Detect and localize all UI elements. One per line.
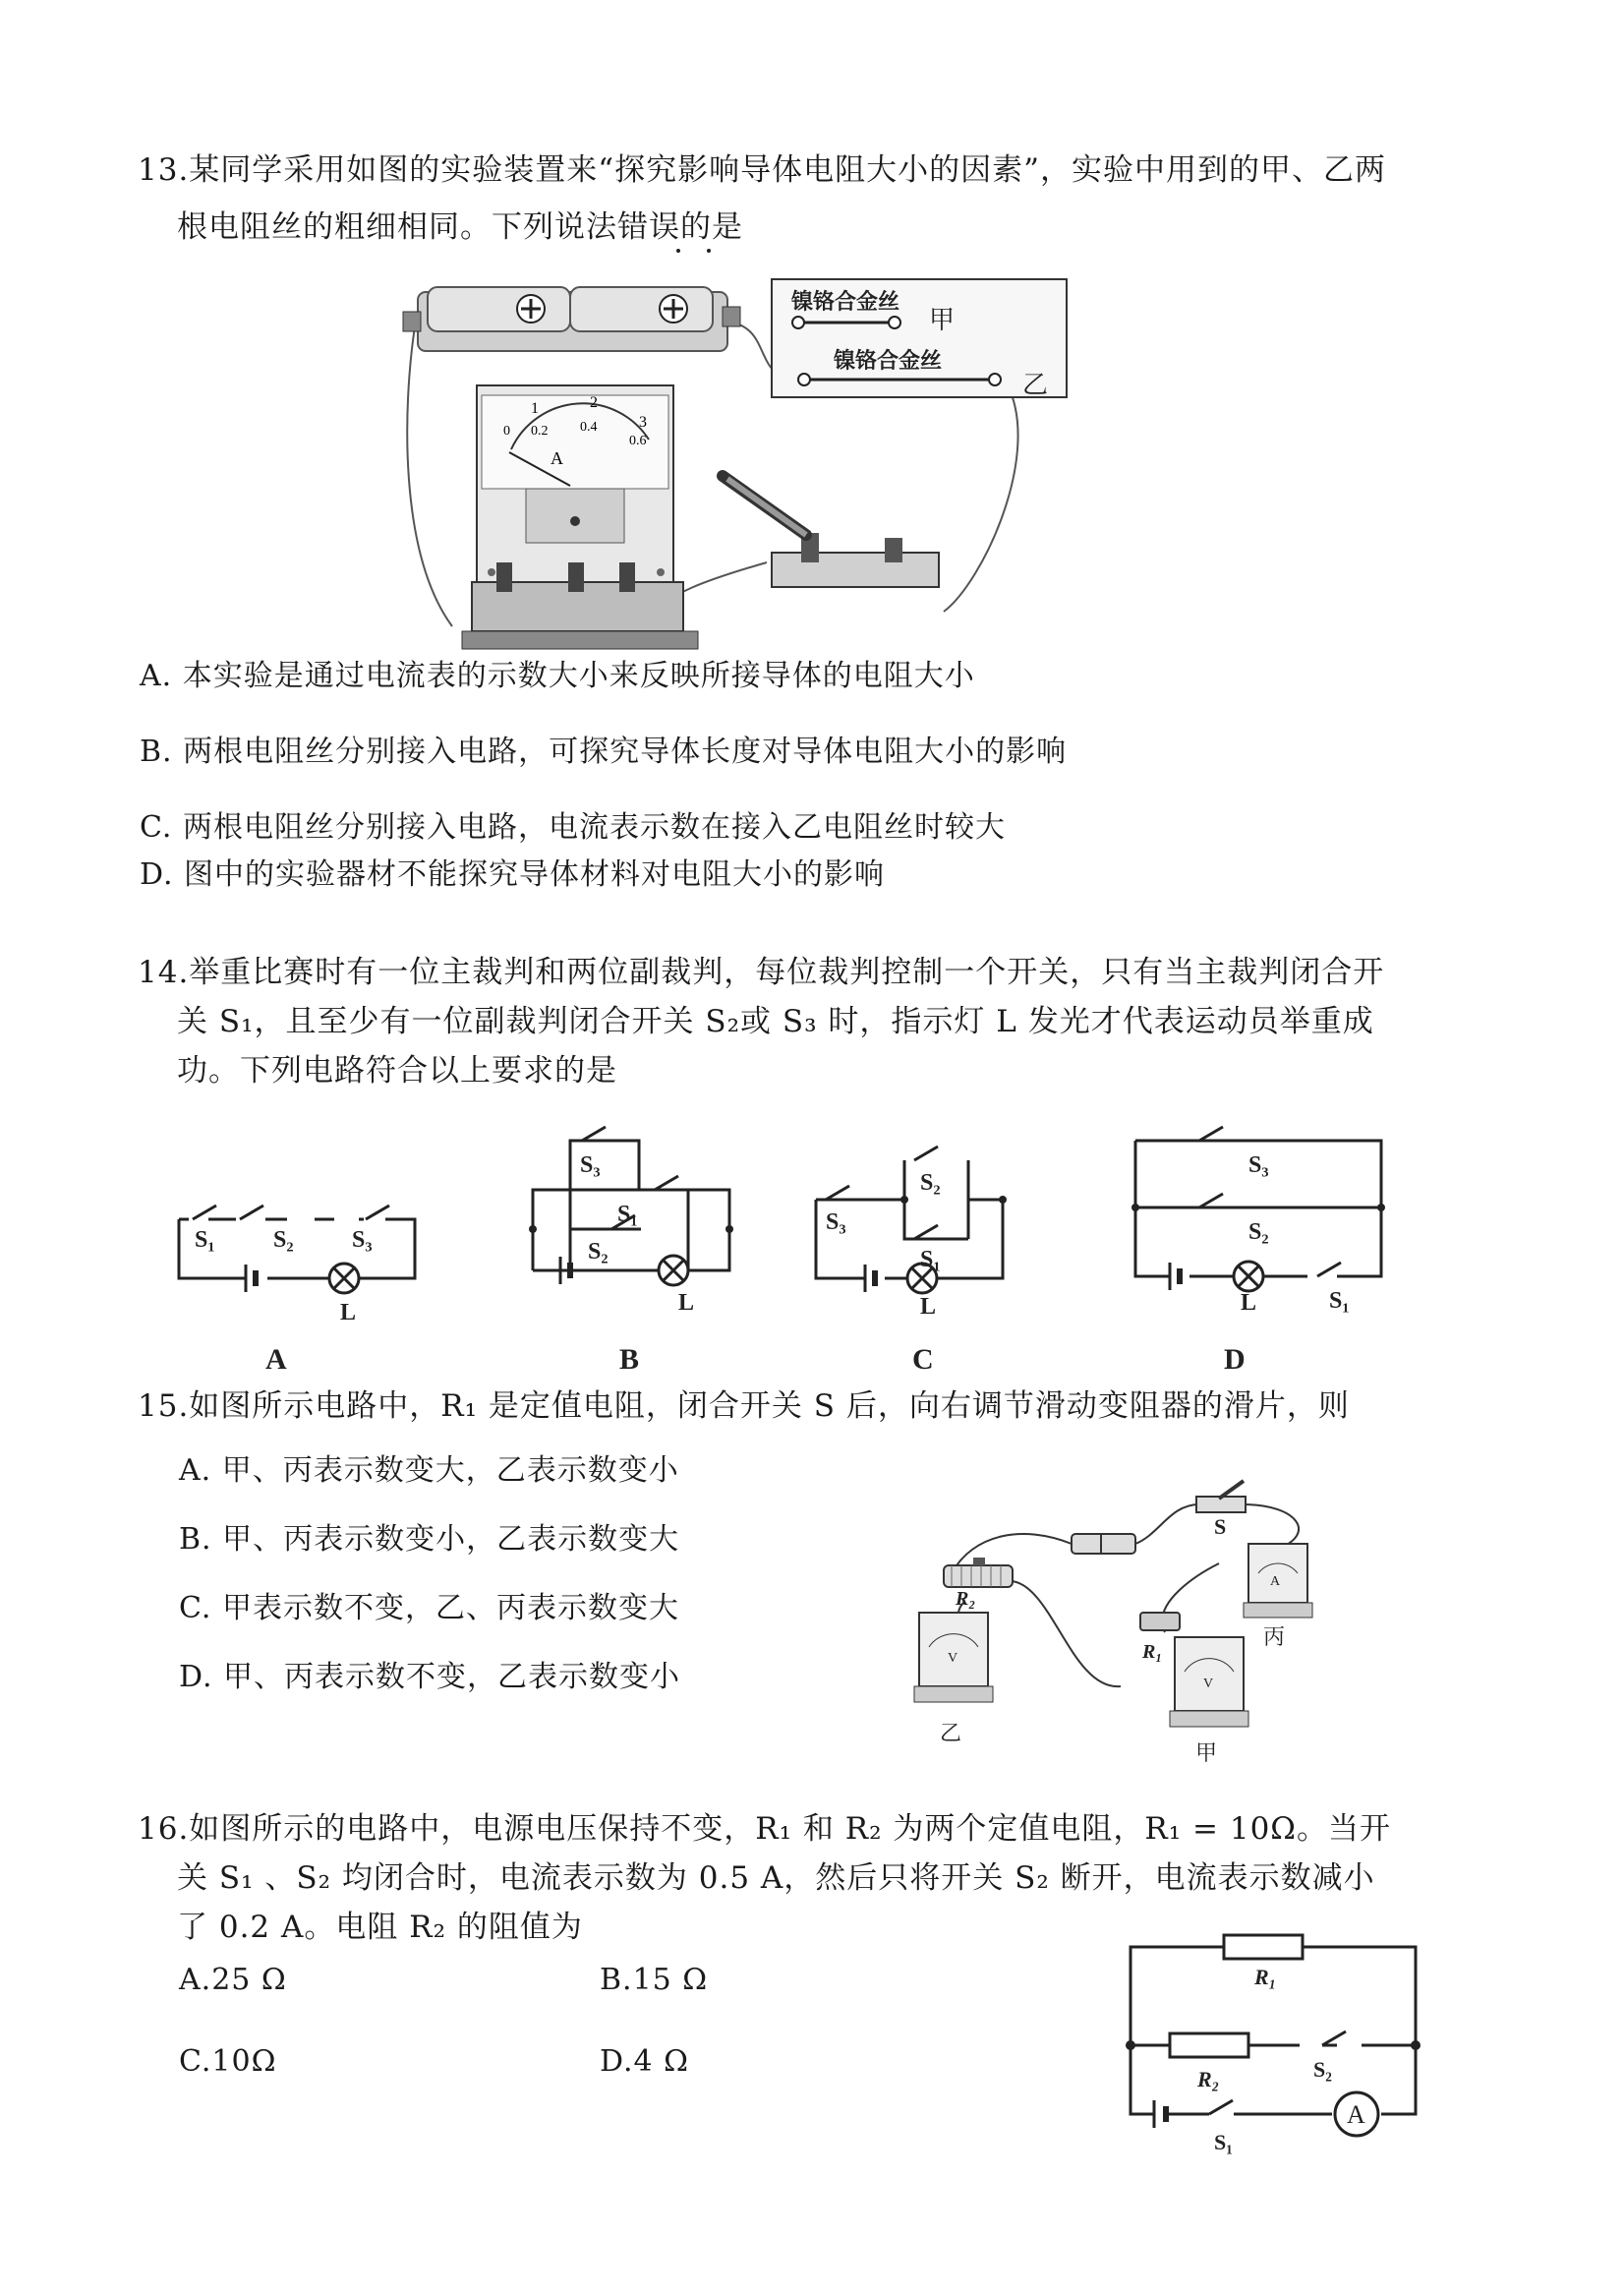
meter-yi bbox=[919, 1613, 988, 1686]
q15-circuit-figure bbox=[904, 1475, 1317, 1770]
resistor-r1 bbox=[1140, 1613, 1180, 1630]
label-s2: S₂ bbox=[273, 1227, 294, 1253]
q15-option-c[interactable]: C. 甲表示数不变，乙、丙表示数变大 bbox=[179, 1591, 679, 1625]
wire-jia-tag: 甲 bbox=[929, 306, 956, 334]
label-r1: R₁ bbox=[1142, 1641, 1163, 1663]
q15-option-a[interactable]: A. 甲、丙表示数变大，乙表示数变小 bbox=[179, 1453, 679, 1488]
knife-switch bbox=[772, 553, 939, 587]
wire-jia-label: 镍铬合金丝 bbox=[791, 289, 900, 314]
meter-yi-letter: V bbox=[948, 1651, 958, 1666]
meter-jia bbox=[1175, 1637, 1244, 1711]
q16-option-c[interactable]: C.10Ω bbox=[179, 2044, 277, 2079]
label-s1: S₁ bbox=[617, 1202, 638, 1227]
meter-jia-label: 甲 bbox=[1195, 1740, 1218, 1765]
label-s1: S₁ bbox=[1214, 2130, 1233, 2154]
label-lamp: L bbox=[340, 1300, 357, 1325]
label-switch: S bbox=[1214, 1514, 1227, 1539]
q14-stem-line3: 功。下列电路符合以上要求的是 bbox=[177, 1053, 617, 1089]
scale-label: 0.2 bbox=[531, 424, 549, 439]
label-lamp: L bbox=[920, 1294, 937, 1320]
resistor-r1 bbox=[1224, 1935, 1303, 1959]
label-s3: S₃ bbox=[1248, 1152, 1269, 1178]
label-s3: S₃ bbox=[580, 1152, 601, 1178]
scale-label: 2 bbox=[590, 394, 598, 411]
circuit-letter: C bbox=[912, 1343, 934, 1376]
label-r2: R₂ bbox=[956, 1588, 976, 1610]
q14-stem-line2: 关 S₁，且至少有一位副裁判闭合开关 S₂或 S₃ 时，指示灯 L 发光才代表运动员举重成 bbox=[177, 1004, 1374, 1039]
meter-bing-letter: A bbox=[1270, 1574, 1281, 1589]
battery-cell bbox=[428, 287, 570, 331]
q16-option-d[interactable]: D.4 Ω bbox=[600, 2044, 690, 2079]
q13-apparatus-figure bbox=[393, 258, 1081, 651]
q16-stem-line3: 了 0.2 A。电阻 R₂ 的阻值为 bbox=[177, 1910, 583, 1945]
scale-label: 1 bbox=[531, 400, 539, 417]
label-s2: S₂ bbox=[588, 1239, 609, 1265]
q14-stem-line1: 14.举重比赛时有一位主裁判和两位副裁判，每位裁判控制一个开关，只有当主裁判闭合开 bbox=[138, 955, 1385, 990]
label-r2: R₂ bbox=[1197, 2067, 1220, 2091]
label-lamp: L bbox=[678, 1290, 695, 1316]
q13-option-b[interactable]: B. 两根电阻丝分别接入电路，可探究导体长度对导体电阻大小的影响 bbox=[140, 735, 1068, 769]
scale-label: 0.6 bbox=[629, 434, 647, 448]
ammeter-letter: A bbox=[1347, 2100, 1365, 2129]
meter-bing bbox=[1248, 1544, 1307, 1603]
q16-option-b[interactable]: B.15 Ω bbox=[600, 1963, 709, 1997]
label-s2: S₂ bbox=[1313, 2057, 1332, 2082]
label-s2: S₂ bbox=[920, 1170, 941, 1196]
q13-stem-line2: 根电阻丝的粗细相同。下列说法错误的是 bbox=[177, 209, 743, 245]
q13-option-c[interactable]: C. 两根电阻丝分别接入电路，电流表示数在接入乙电阻丝时较大 bbox=[140, 810, 1006, 845]
emphasis-dot bbox=[707, 249, 711, 253]
q16-stem-line1: 16.如图所示的电路中，电源电压保持不变，R₁ 和 R₂ 为两个定值电阻，R₁ = 10Ω。当开 bbox=[138, 1811, 1391, 1847]
resistor-r2 bbox=[1170, 2033, 1248, 2057]
q15-option-b[interactable]: B. 甲、丙表示数变小，乙表示数变大 bbox=[179, 1522, 680, 1557]
q16-circuit-figure bbox=[1111, 1927, 1435, 2183]
rheostat-r2 bbox=[944, 1565, 1013, 1587]
circuit-letter: D bbox=[1224, 1343, 1246, 1376]
meter-yi-label: 乙 bbox=[940, 1721, 962, 1745]
q13-stem-line1: 13.某同学采用如图的实验装置来“探究影响导体电阻大小的因素”，实验中用到的甲、乙两 bbox=[138, 152, 1386, 188]
q15-option-d[interactable]: D. 甲、丙表示数不变，乙表示数变小 bbox=[179, 1660, 681, 1694]
scale-label: 0 bbox=[503, 424, 510, 439]
q14-circuit-options bbox=[157, 1101, 1465, 1377]
label-lamp: L bbox=[1241, 1290, 1257, 1316]
label-s3: S₃ bbox=[826, 1209, 846, 1235]
label-s2: S₂ bbox=[1248, 1219, 1269, 1245]
q16-stem-line2: 关 S₁ 、S₂ 均闭合时，电流表示数为 0.5 A，然后只将开关 S₂ 断开，电流表示数减小 bbox=[177, 1860, 1375, 1896]
label-s1: S₁ bbox=[195, 1227, 215, 1253]
label-s1: S₁ bbox=[1329, 1288, 1350, 1314]
ammeter-letter: A bbox=[551, 448, 563, 468]
q13-option-d[interactable]: D. 图中的实验器材不能探究导体材料对电阻大小的影响 bbox=[140, 857, 886, 892]
label-s1: S₁ bbox=[920, 1247, 941, 1272]
q13-option-a[interactable]: A. 本实验是通过电流表的示数大小来反映所接导体的电阻大小 bbox=[140, 659, 975, 693]
label-s3: S₃ bbox=[352, 1227, 373, 1253]
meter-bing-label: 丙 bbox=[1263, 1624, 1286, 1649]
meter-jia-letter: V bbox=[1203, 1677, 1214, 1691]
q15-stem: 15.如图所示电路中，R₁ 是定值电阻，闭合开关 S 后，向右调节滑动变阻器的滑片，则 bbox=[138, 1388, 1350, 1424]
wire-yi-label: 镍铬合金丝 bbox=[834, 348, 943, 373]
label-r1: R₁ bbox=[1254, 1965, 1277, 1989]
wire-yi-tag: 乙 bbox=[1022, 371, 1049, 399]
battery bbox=[1072, 1534, 1135, 1554]
circuit-letter: A bbox=[265, 1343, 287, 1376]
emphasis-dot bbox=[676, 249, 680, 253]
q16-option-a[interactable]: A.25 Ω bbox=[179, 1963, 287, 1997]
scale-label: 3 bbox=[639, 414, 647, 431]
scale-label: 0.4 bbox=[580, 420, 598, 435]
circuit-letter: B bbox=[619, 1343, 640, 1376]
battery-cell bbox=[570, 287, 713, 331]
